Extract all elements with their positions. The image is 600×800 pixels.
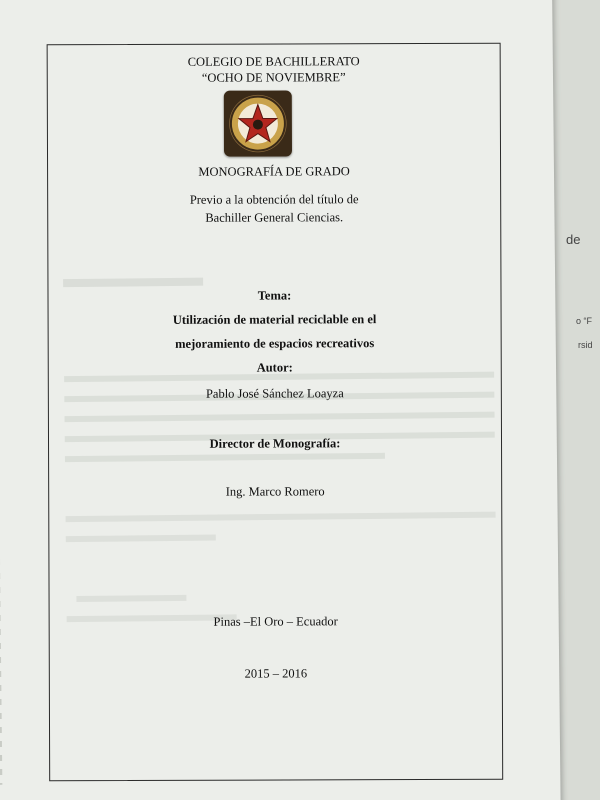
purpose-line-2: Bachiller General Ciencias. [205,210,344,225]
title-page-frame [47,43,504,782]
director-name: Ing. Marco Romero [225,484,325,499]
document-type: MONOGRAFÍA DE GRADO [198,164,350,179]
binding-spiral [0,0,2,785]
theme-line-1: Utilización de material reciclable en el [172,312,377,327]
institution-name: COLEGIO DE BACHILLERATO [187,54,360,69]
author-name: Pablo José Sánchez Loayza [205,386,344,401]
star-emblem-icon [224,90,292,156]
side-fragment-b: o “F [576,316,593,326]
side-fragment-c: rsid [578,340,593,350]
theme-line-2: mejoramiento de espacios recreativos [175,336,375,351]
director-label: Director de Monografía: [209,436,341,451]
theme-label: Tema: [257,288,292,303]
institution-subname: “OCHO DE NOVIEMBRE” [201,70,346,85]
purpose-line-1: Previo a la obtención del título de [189,192,359,207]
academic-years: 2015 – 2016 [244,666,308,681]
location: Pinas –El Oro – Ecuador [213,614,338,629]
author-label: Autor: [256,360,293,375]
side-fragment-a: de [566,232,581,247]
school-crest-logo [224,90,292,156]
